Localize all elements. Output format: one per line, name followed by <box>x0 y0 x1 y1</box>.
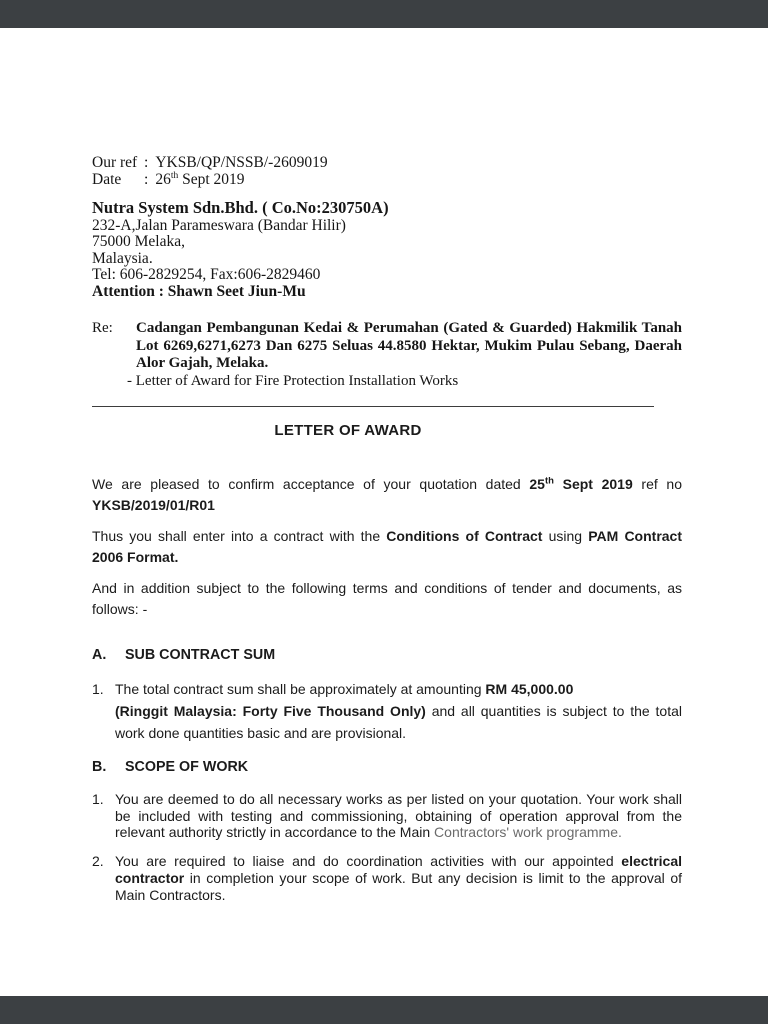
acceptance-paragraph <box>92 474 682 515</box>
subject-body <box>127 320 682 390</box>
acceptance-text-2: ref no <box>632 476 682 492</box>
clause-b2 <box>92 853 682 904</box>
reference-block <box>92 154 682 188</box>
acceptance-date-rest: Sept 2019 <box>553 476 633 492</box>
contract-bold-1: Conditions of Contract <box>386 528 543 545</box>
clause-a1-number: 1. <box>92 681 104 698</box>
section-b-letter: B. <box>92 758 107 775</box>
recipient-tel-fax: Tel: 606-2829254, Fax:606-2829460 <box>92 266 321 283</box>
clause-a1-bold-2: (Ringgit Malaysia: Forty Five Thousand Only) <box>115 703 426 720</box>
letter-title: LETTER OF AWARD <box>274 422 422 439</box>
subject-title: Cadangan Pembangunan Kedai & Perumahan (Gated & Guarded) Hakmilik Tanah Lot 6269,6271,6273 Dan 6275 Seluas 44.8580 Hektar, Mukim Pulau Sebang, Daerah Alor Gajah, Melaka. <box>136 320 682 371</box>
our-ref-colon: : <box>144 154 149 171</box>
section-a-title: SUB CONTRACT SUM <box>125 647 276 664</box>
date-label: Date <box>92 171 122 188</box>
clause-a1-text-2: and all quantities is subject to the total work done quantities basic and are provisional. <box>115 703 683 741</box>
clause-a1 <box>92 679 682 744</box>
clause-b2-text-1: You are required to liaise and do coordination activities with our appointed <box>115 853 622 870</box>
date-rest: Sept 2019 <box>178 171 245 188</box>
viewer-top-bar <box>0 0 768 28</box>
subject-subtitle: - Letter of Award for Fire Protection Installation Works <box>127 372 459 389</box>
contract-paragraph <box>92 526 682 567</box>
recipient-block <box>92 198 682 300</box>
date-day: 26 <box>155 171 171 188</box>
section-a-heading <box>92 647 682 663</box>
viewer-bottom-bar <box>0 996 768 1024</box>
our-ref-label: Our ref <box>92 154 138 171</box>
clause-b1-body <box>115 791 682 842</box>
subject-label: Re: <box>92 320 113 336</box>
divider-line <box>92 406 654 407</box>
date-ordinal: th <box>170 170 179 181</box>
attention-line: Attention : Shawn Seet Jiun-Mu <box>92 282 306 300</box>
recipient-address-2: 75000 Melaka, <box>92 233 185 250</box>
terms-intro-paragraph: And in addition subject to the following terms and conditions of tender and documents, as follows: - <box>92 579 682 617</box>
clause-b1 <box>92 791 682 842</box>
contract-bold-2: PAM Contract 2006 Format. <box>92 528 682 566</box>
clause-b2-number: 2. <box>92 853 104 870</box>
clause-b2-text-2: in completion your scope of work. But any decision is limit to the approval of Main Contractors. <box>115 870 682 904</box>
recipient-address-1: 232-A,Jalan Parameswara (Bandar Hilir) <box>92 216 346 234</box>
document-page[interactable] <box>0 28 768 996</box>
section-b-heading <box>92 759 682 775</box>
clause-b2-body <box>115 853 682 904</box>
acceptance-date-day: 25 <box>529 476 545 492</box>
acceptance-date <box>529 476 632 492</box>
clause-b1-number: 1. <box>92 790 104 807</box>
letter-content <box>92 28 682 904</box>
clause-b1-text-1: You are deemed to do all necessary works as per listed on your quotation. Your work shall be included with testing and commissioning, obtaining of operation approval from the relevant authority strictly in accordance to the Main <box>115 790 682 841</box>
acceptance-date-ordinal: th <box>544 475 554 487</box>
date-row <box>92 171 682 188</box>
clause-a1-text-1: The total contract sum shall be approximately at amounting <box>115 681 486 698</box>
recipient-address-3: Malaysia. <box>92 249 153 267</box>
acceptance-text-1: We are pleased to confirm acceptance of your quotation dated <box>92 476 530 492</box>
section-b-title: SCOPE OF WORK <box>125 758 249 775</box>
subject-block <box>92 320 682 390</box>
our-ref-value: YKSB/QP/NSSB/-2609019 <box>155 154 328 171</box>
contract-text-1: Thus you shall enter into a contract with the <box>92 528 387 545</box>
acceptance-ref-no: YKSB/2019/01/R01 <box>92 496 215 513</box>
our-ref-row <box>92 154 682 171</box>
contract-text-2: using <box>542 528 589 545</box>
clause-a1-bold-1: RM 45,000.00 <box>485 681 574 698</box>
clause-a1-body <box>115 679 682 744</box>
date-colon: : <box>144 171 149 188</box>
section-a-letter: A. <box>92 647 107 664</box>
recipient-company: Nutra System Sdn.Bhd. ( Co.No:230750A) <box>92 198 389 217</box>
clause-b1-text-muted: Contractors' work programme. <box>434 824 622 841</box>
clause-b2-bold-1: electrical contractor <box>115 853 682 887</box>
